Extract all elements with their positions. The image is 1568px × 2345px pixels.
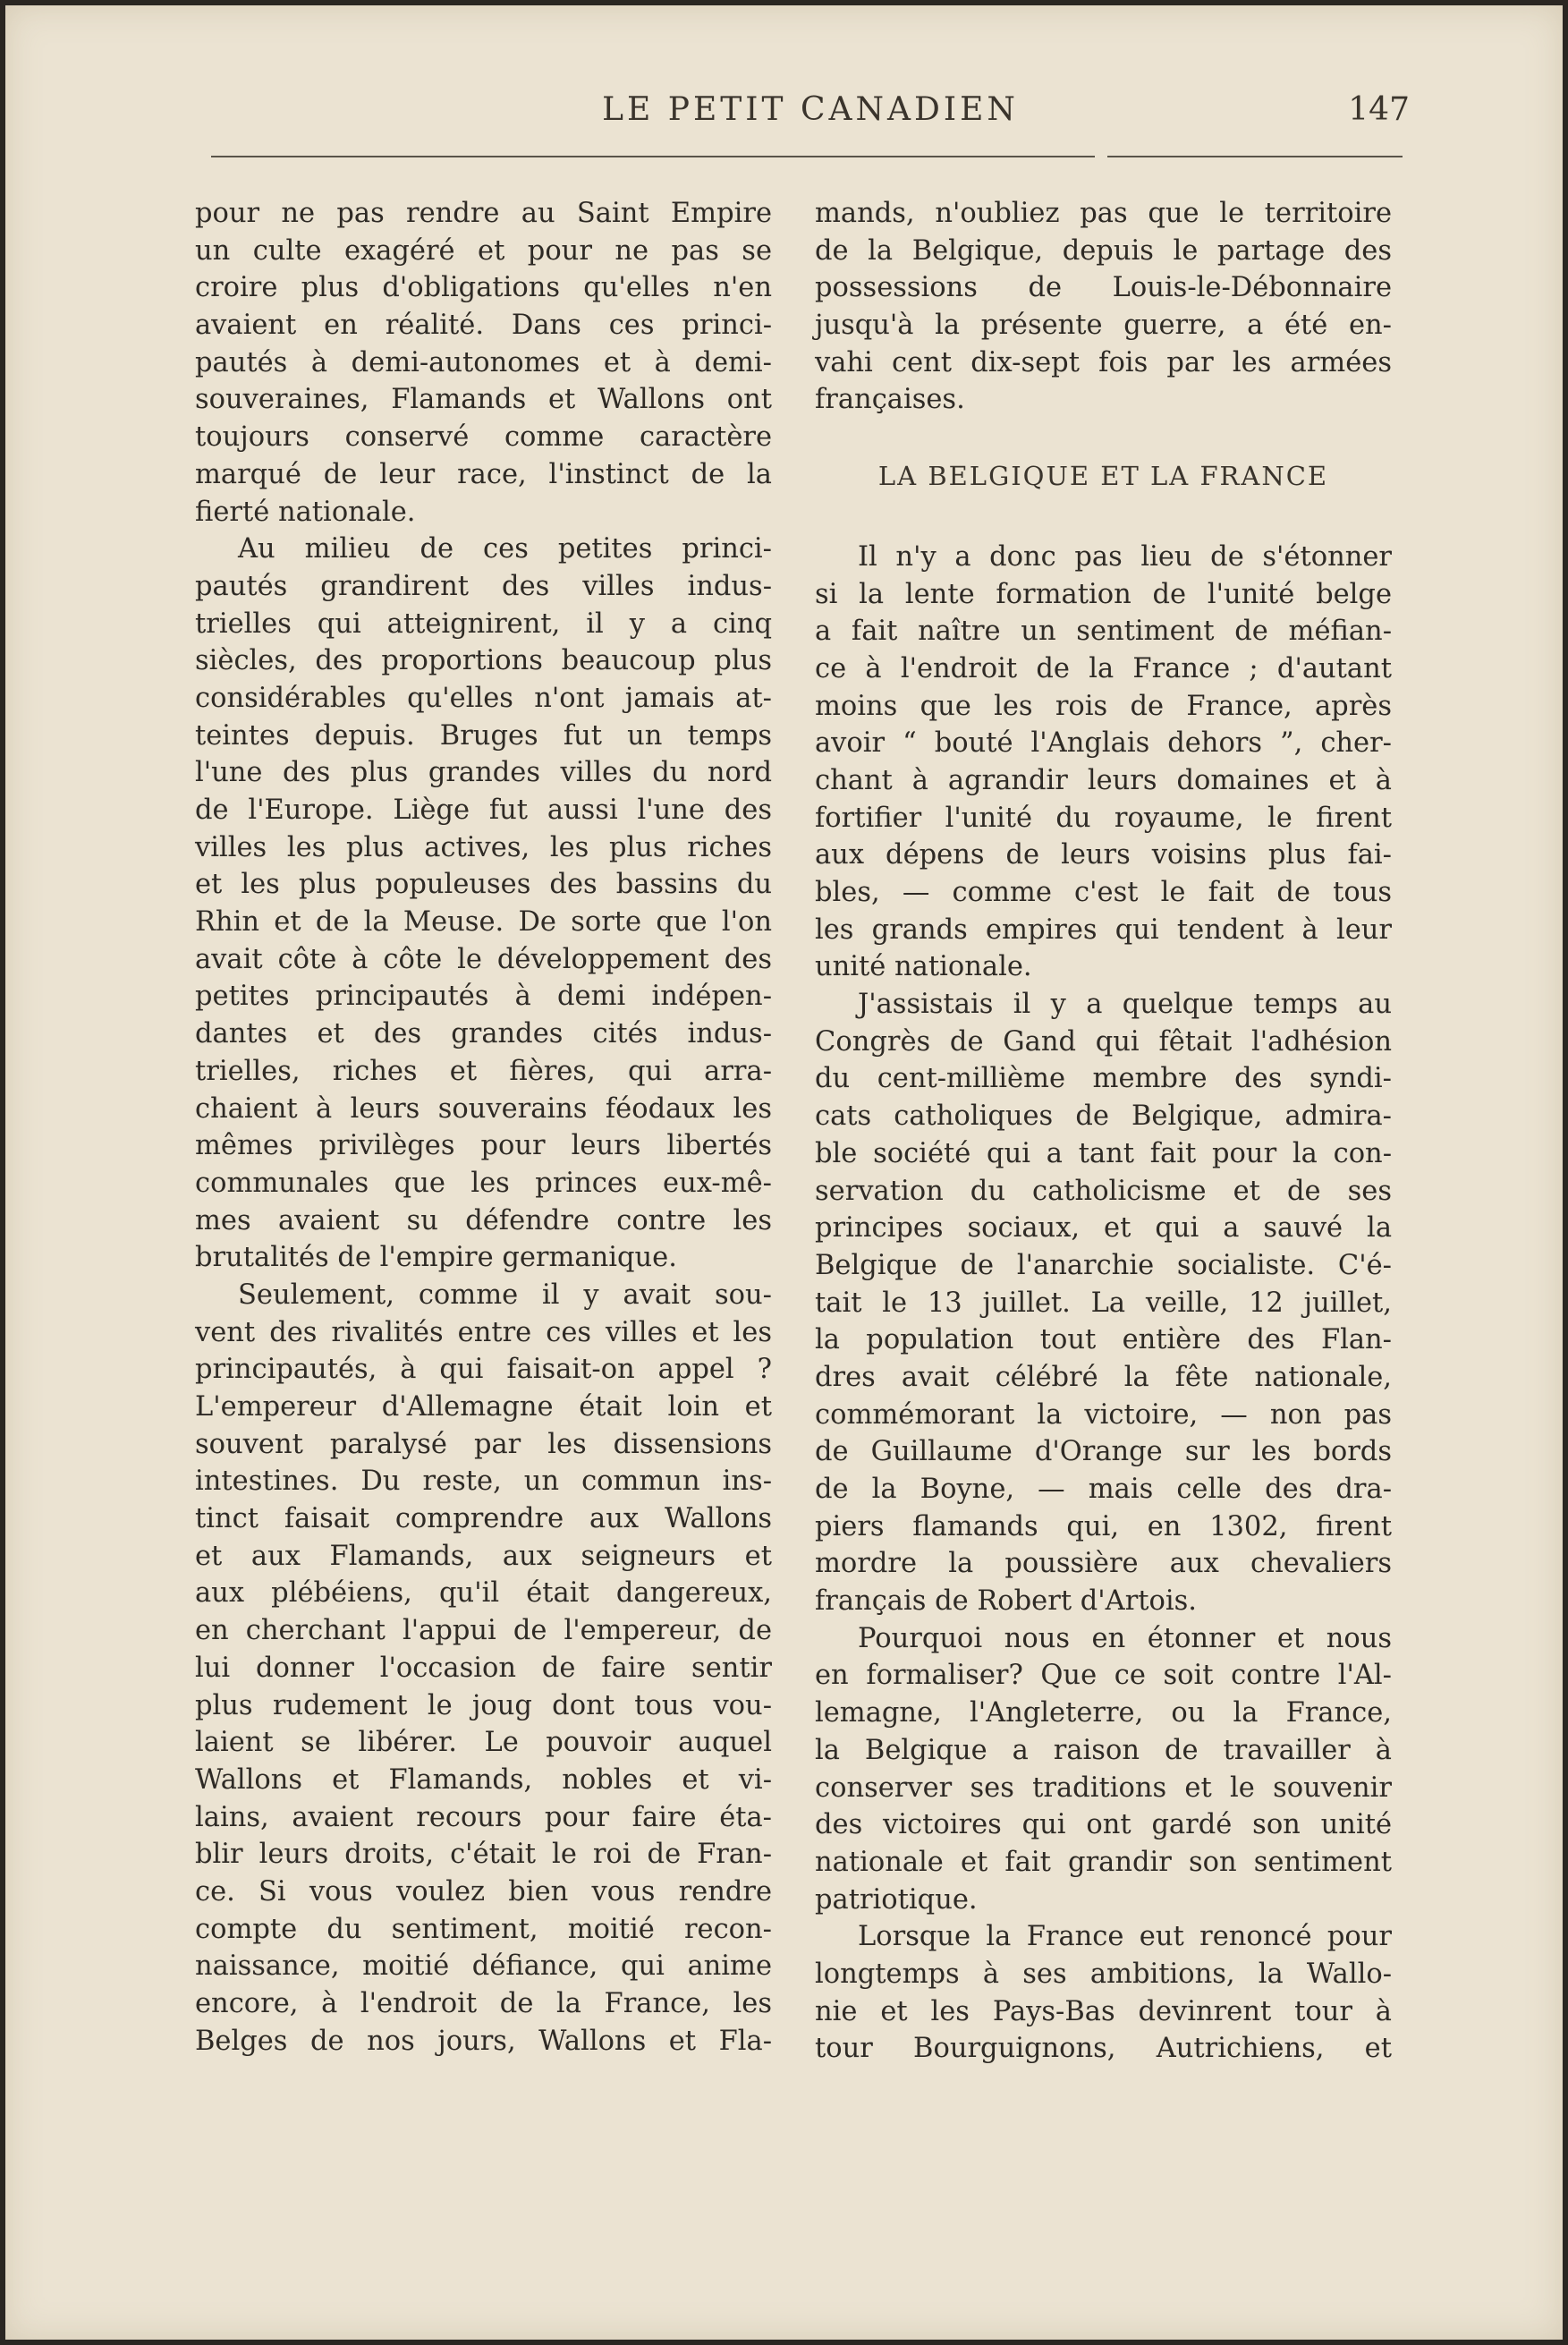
text-line: J'assistais il y a quelque temps au [858, 989, 1392, 1021]
text-line: brutalités de l'empire germanique. [195, 1242, 677, 1274]
text-line: lui donner l'occasion de faire sentir [195, 1652, 772, 1684]
text-line: blir leurs droits, c'était le roi de Fran- [195, 1839, 772, 1871]
text-line: chaient à leurs souverains féodaux les [195, 1092, 772, 1125]
text-line: villes les plus actives, les plus riches [195, 831, 772, 863]
text-line: ce à l'endroit de la France ; d'autant [815, 652, 1392, 684]
text-line: pautés à demi-autonomes et à demi- [195, 346, 772, 378]
book-page [5, 5, 1563, 2340]
text-line: tinct faisait comprendre aux Wallons [195, 1503, 772, 1535]
text-line: Rhin et de la Meuse. De sorte que l'on [195, 906, 772, 939]
text-line: mêmes privilèges pour leurs libertés [195, 1130, 772, 1162]
text-line: si la lente formation de l'unité belge [815, 578, 1392, 610]
text-line: bles, — comme c'est le fait de tous [815, 877, 1392, 908]
text-line: fortifier l'unité du royaume, le firent [815, 802, 1392, 834]
text-line: moins que les rois de France, après [815, 690, 1392, 722]
text-line: communales que les princes eux-mê- [195, 1167, 772, 1199]
header-rule-left [211, 156, 1095, 157]
text-line: toujours conservé comme caractère [195, 421, 772, 454]
text-line: commémorant la victoire, — non pas [815, 1398, 1392, 1431]
text-line: un culte exagéré et pour ne pas se [195, 234, 772, 267]
text-line: mands, n'oubliez pas que le territoire [815, 198, 1392, 229]
text-line: jusqu'à la présente guerre, a été en- [815, 310, 1392, 342]
text-line: Congrès de Gand qui fêtait l'adhésion [815, 1025, 1392, 1058]
text-line: mordre la poussière aux chevaliers [815, 1548, 1392, 1580]
right-column [815, 195, 1392, 2068]
text-line: Au milieu de ces petites princi- [238, 533, 772, 565]
text-line: piers flamands qui, en 1302, firent [815, 1510, 1392, 1542]
page-header [211, 91, 1410, 136]
text-line: petites principautés à demi indépen- [195, 981, 772, 1013]
text-line: croire plus d'obligations qu'elles n'en [195, 272, 772, 304]
text-line: servation du catholicisme et de ses [815, 1175, 1392, 1207]
text-line: vahi cent dix-sept fois par les armées [815, 346, 1392, 378]
text-line: en cherchant l'appui de l'empereur, de [195, 1615, 772, 1647]
text-line: teintes depuis. Bruges fut un temps [195, 719, 772, 752]
text-line: avoir “ bouté l'Anglais dehors ”, cher- [815, 727, 1392, 760]
text-line: et les plus populeuses des bassins du [195, 869, 772, 901]
running-title: LE PETIT CANADIEN [602, 91, 1019, 128]
text-line: Seulement, comme il y avait sou- [238, 1279, 772, 1311]
text-line: siècles, des proportions beaucoup plus [195, 645, 772, 677]
text-line: Belgique de l'anarchie socialiste. C'é- [815, 1249, 1392, 1281]
text-line: lains, avaient recours pour faire éta- [195, 1801, 772, 1833]
text-line: plus rudement le joug dont tous vou- [195, 1689, 772, 1721]
text-line: principautés, à qui faisait-on appel ? [195, 1354, 772, 1386]
text-line: de la Boyne, — mais celle des dra- [815, 1474, 1392, 1505]
text-line: L'empereur d'Allemagne était loin et [195, 1391, 772, 1423]
text-line: marqué de leur race, l'instinct de la [195, 458, 772, 490]
text-line: mes avaient su défendre contre les [195, 1204, 772, 1236]
text-line: ble société qui a tant fait pour la con- [815, 1137, 1392, 1169]
text-line: lemagne, l'Angleterre, ou la France, [815, 1697, 1392, 1729]
text-line: pour ne pas rendre au Saint Empire [195, 198, 772, 229]
text-line: vent des rivalités entre ces villes et les [195, 1316, 772, 1348]
text-line: nationale et fait grandir son sentiment [815, 1846, 1392, 1878]
text-line: patriotique. [815, 1883, 978, 1916]
text-line: avait côte à côte le développement des [195, 943, 772, 975]
text-line: Wallons et Flamands, nobles et vi- [195, 1763, 772, 1796]
text-line: dantes et des grandes cités indus- [195, 1018, 772, 1050]
text-line: dres avait célébré la fête nationale, [815, 1361, 1392, 1393]
text-line: et aux Flamands, aux seigneurs et [195, 1540, 772, 1572]
text-line: considérables qu'elles n'ont jamais at- [195, 682, 772, 714]
text-line: cats catholiques de Belgique, admira- [815, 1100, 1392, 1133]
text-line: naissance, moitié défiance, qui anime [195, 1950, 772, 1983]
text-line: tour Bourguignons, Autrichiens, et [815, 2033, 1392, 2065]
text-line: possessions de Louis-le-Débonnaire [815, 272, 1392, 304]
text-line: la population tout entière des Flan- [815, 1324, 1392, 1356]
text-line: trielles, riches et fières, qui arra- [195, 1055, 772, 1087]
text-line: chant à agrandir leurs domaines et à [815, 764, 1392, 796]
text-line: tait le 13 juillet. La veille, 12 juillet, [815, 1287, 1392, 1319]
text-line: fierté nationale. [195, 496, 416, 528]
text-line: principes sociaux, et qui a sauvé la [815, 1212, 1392, 1245]
text-line: trielles qui atteignirent, il y a cinq [195, 607, 772, 640]
text-line: souvent paralysé par les dissensions [195, 1428, 772, 1460]
text-line: Lorsque la France eut renoncé pour [858, 1921, 1392, 1953]
text-line: a fait naître un sentiment de méfian- [815, 616, 1392, 648]
text-line: laient se libérer. Le pouvoir auquel [195, 1727, 772, 1759]
text-line: de la Belgique, depuis le partage des [815, 234, 1392, 267]
header-rule-right [1107, 156, 1403, 157]
text-line: intestines. Du reste, un commun ins- [195, 1466, 772, 1498]
page-number: 147 [1348, 91, 1410, 128]
text-line: longtemps à ses ambitions, la Wallo- [815, 1958, 1392, 1990]
text-line: avaient en réalité. Dans ces princi- [195, 310, 772, 342]
text-line: unité nationale. [815, 951, 1032, 983]
text-line: en formaliser? Que ce soit contre l'Al- [815, 1660, 1392, 1692]
text-line: conserver ses traditions et le souvenir [815, 1771, 1392, 1804]
text-line: français de Robert d'Artois. [815, 1585, 1197, 1618]
text-line: aux plébéiens, qu'il était dangereux, [195, 1577, 772, 1610]
text-line: compte du sentiment, moitié recon- [195, 1913, 772, 1945]
text-line: nie et les Pays-Bas devinrent tour à [815, 1995, 1392, 2027]
text-line: françaises. [815, 384, 965, 416]
left-column [195, 195, 772, 2060]
text-line: Pourquoi nous en étonner et nous [858, 1622, 1392, 1654]
text-line: du cent-millième membre des syndi- [815, 1063, 1392, 1095]
text-line: des victoires qui ont gardé son unité [815, 1809, 1392, 1841]
text-line: aux dépens de leurs voisins plus fai- [815, 839, 1392, 871]
text-line: la Belgique a raison de travailler à [815, 1734, 1392, 1766]
text-line: pautés grandirent des villes indus- [195, 570, 772, 602]
text-line: ce. Si vous voulez bien vous rendre [195, 1875, 772, 1907]
text-line: Il n'y a donc pas lieu de s'étonner [858, 540, 1392, 573]
text-line: les grands empires qui tendent à leur [815, 913, 1392, 946]
text-line: de Guillaume d'Orange sur les bords [815, 1436, 1392, 1468]
text-line: de l'Europe. Liège fut aussi l'une des [195, 794, 772, 826]
text-line: l'une des plus grandes villes du nord [195, 757, 772, 789]
section-heading: LA BELGIQUE ET LA FRANCE [877, 461, 1329, 492]
text-line: Belges de nos jours, Wallons et Fla- [195, 2025, 772, 2057]
text-line: souveraines, Flamands et Wallons ont [195, 384, 772, 416]
text-line: encore, à l'endroit de la France, les [195, 1988, 772, 2019]
